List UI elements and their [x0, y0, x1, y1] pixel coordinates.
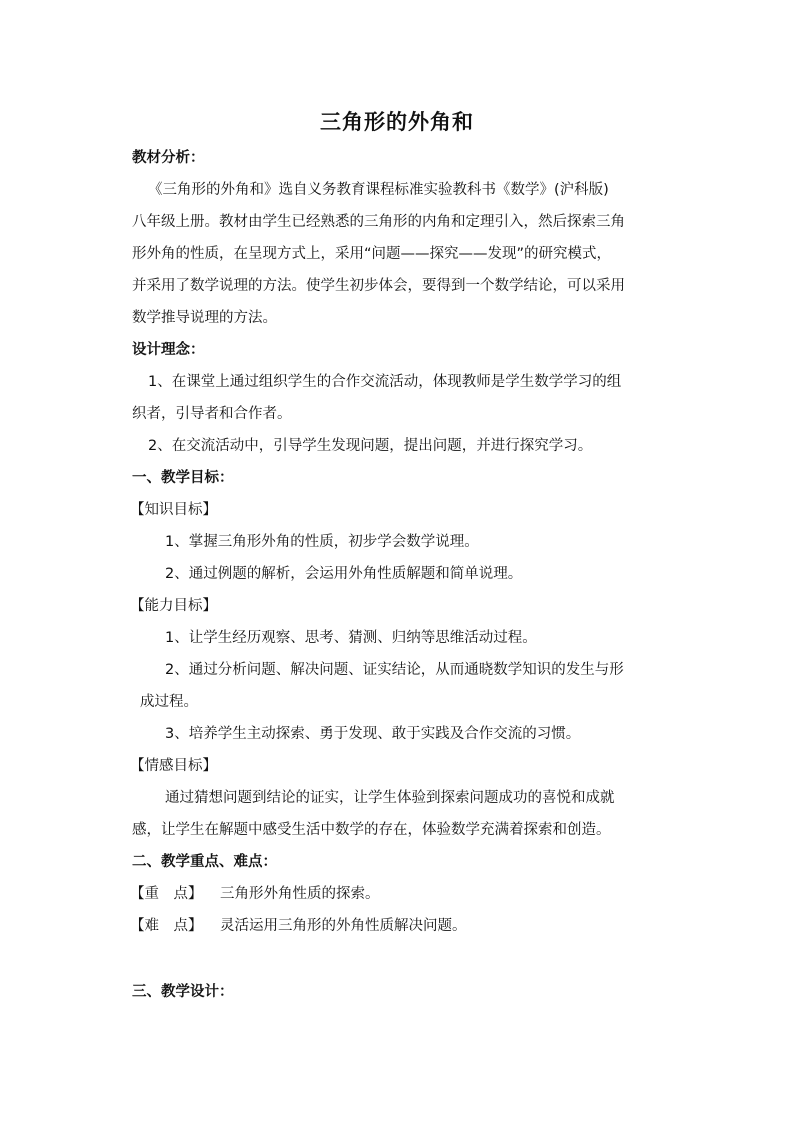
concept-line: 织者，引导者和合作者。	[132, 406, 292, 422]
ability-goal-item: 2、通过分析问题、解决问题、证实结论，从而通晓数学知识的发生与形	[165, 662, 624, 678]
ability-goal-item: 1、让学生经历观察、思考、猜测、归纳等思维活动过程。	[165, 630, 537, 646]
analysis-line: 八年级上册。教材由学生已经熟悉的三角形的内角和定理引入，然后探索三角	[132, 214, 625, 230]
focus-label: 【重 点】	[130, 886, 203, 902]
document-title: 三角形的外角和	[320, 110, 474, 134]
ability-goal-item: 3、培养学生主动探索、勇于发现、敢于实践及合作交流的习惯。	[165, 726, 581, 742]
emotion-goal-item: 感，让学生在解题中感受生活中数学的存在，体验数学充满着探索和创造。	[132, 822, 611, 838]
focus-row	[130, 884, 380, 904]
concept-heading: 设计理念：	[132, 342, 205, 358]
analysis-line: 形外角的性质，在呈现方式上，采用“问题——探究——发现”的研究模式，	[132, 246, 612, 262]
knowledge-goal-item: 2、通过例题的解析，会运用外角性质解题和简单说理。	[165, 566, 523, 582]
knowledge-goal-label: 【知识目标】	[130, 502, 217, 518]
concept-line: 2、在交流活动中，引导学生发现问题，提出问题，并进行探究学习。	[148, 438, 593, 454]
knowledge-goal-item: 1、掌握三角形外角的性质，初步学会数学说理。	[165, 534, 479, 550]
concept-line: 1、在课堂上通过组织学生的合作交流活动，体现教师是学生数学学习的组	[148, 374, 622, 390]
goals-heading: 一、教学目标：	[132, 470, 234, 486]
difficulty-row	[130, 916, 467, 936]
keypoints-heading: 二、教学重点、难点：	[132, 854, 277, 870]
difficulty-text: 灵活运用三角形的外角性质解决问题。	[220, 918, 467, 934]
ability-goal-item: 成过程。	[140, 694, 198, 710]
analysis-heading: 教材分析：	[132, 150, 205, 166]
analysis-line: 数学推导说理的方法。	[132, 310, 277, 326]
analysis-line: 《三角形的外角和》选自义务教育课程标准实验教科书《数学》(沪科版)	[148, 182, 609, 198]
emotion-goal-item: 通过猜想问题到结论的证实，让学生体验到探索问题成功的喜悦和成就	[165, 790, 615, 806]
focus-text: 三角形外角性质的探索。	[220, 886, 380, 902]
analysis-line: 并采用了数学说理的方法。使学生初步体会，要得到一个数学结论，可以采用	[132, 278, 625, 294]
design-heading: 三、教学设计：	[132, 984, 234, 1000]
ability-goal-label: 【能力目标】	[130, 598, 217, 614]
difficulty-label: 【难 点】	[130, 918, 203, 934]
emotion-goal-label: 【情感目标】	[130, 758, 217, 774]
